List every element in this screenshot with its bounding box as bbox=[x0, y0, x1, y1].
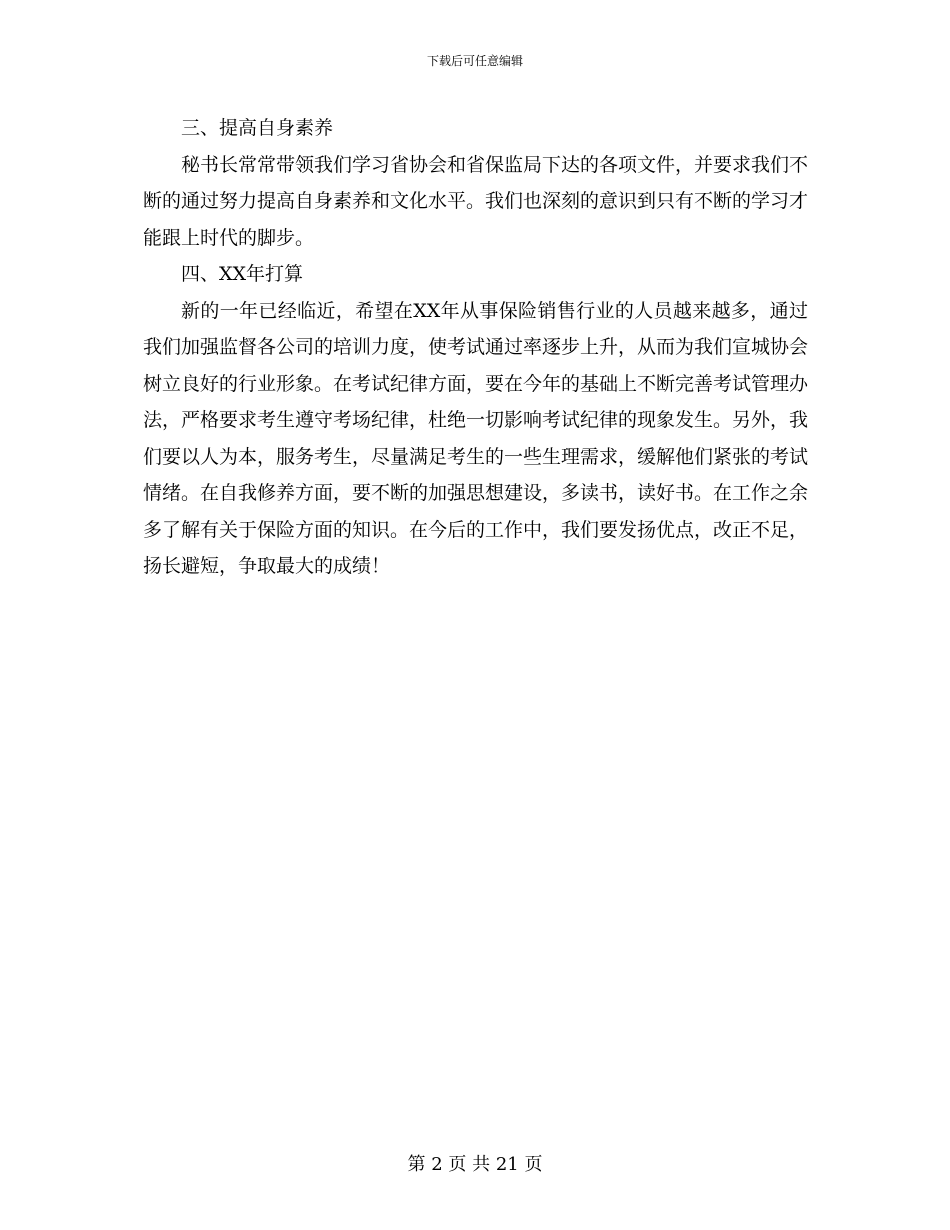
body-paragraph: 秘书长常常带领我们学习省协会和省保监局下达的各项文件，并要求我们不断的通过努力提高自身素养和文化水平。我们也深刻的意识到只有不断的学习才能跟上时代的脚步。 bbox=[143, 153, 809, 249]
section-heading-3: 三、提高自身素养 bbox=[181, 117, 334, 139]
page-header: 下载后可任意编辑 bbox=[426, 54, 523, 68]
body-paragraph: 新的一年已经临近，希望在XX年从事保险销售行业的人员越来越多，通过我们加强监督各公司的培训力度，使考试通过率逐步上升，从而为我们宣城协会树立良好的行业形象。在考试纪律方面，要在今年的基础上不断完善考试管理办法，严格要求考生遵守考场纪律，杜绝一切影响考试纪律的现象发生。另外，我们要以人为本，服务考生，尽量满足考生的一些生理需求，缓解他们紧张的考试情绪。在自我修养方面，要不断的加强思想建设，多读书，读好书。在工作之余多了解有关于保险方面的知识。在今后的工作中，我们要发扬优点，改正不足，扬长避短，争取最大的成绩！ bbox=[143, 299, 809, 577]
document-body bbox=[143, 110, 808, 585]
page-footer: 第 2 页 共 21 页 bbox=[407, 1154, 543, 1175]
section-heading-4: 四、XX年打算 bbox=[181, 263, 304, 285]
